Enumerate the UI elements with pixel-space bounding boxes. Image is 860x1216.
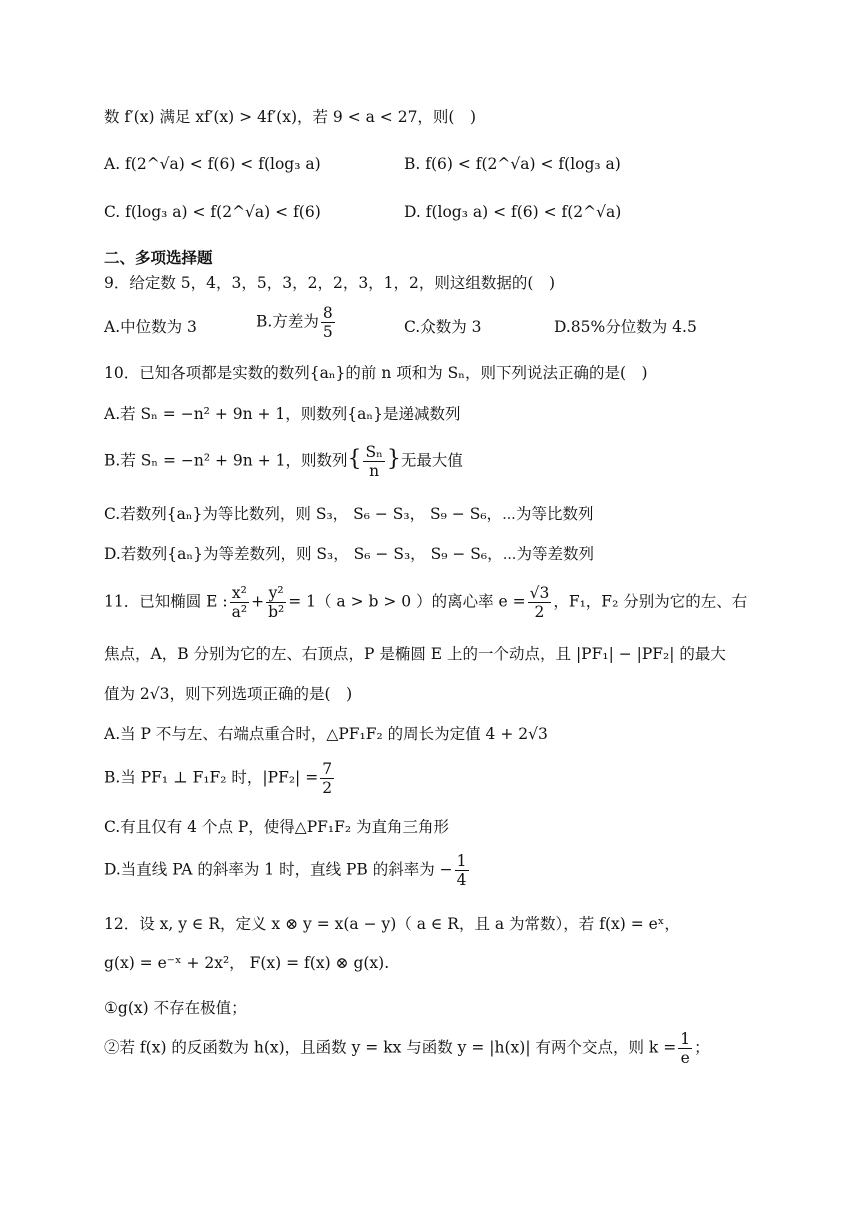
q8-option-a: A. f(2^√a) < f(6) < f(log₃ a) [104, 155, 321, 173]
fraction-denominator: 5 [322, 323, 333, 341]
q12-item-2 [104, 1030, 710, 1067]
fraction-denominator: 4 [456, 871, 467, 889]
fraction-denominator: a² [231, 603, 248, 621]
q11-option-b-fraction [320, 760, 334, 797]
q10-option-b: B.若 Sₙ = −n² + 9n + 1，则数列{ $\frac{\text{Sₙ}}{n}$ }无最大值 [104, 443, 463, 480]
fraction-numerator: x² [230, 584, 249, 603]
q9-stem: 9．给定数 5，4，3，5，3，2，2，3，1，2，则这组数据的( ) [104, 274, 556, 292]
q9-option-b-fraction [321, 304, 335, 341]
q11-stem-part-1: 11．已知椭圆 E : [104, 592, 228, 611]
q10-option-b-prefix: B.若 Sₙ = −n² + 9n + 1，则数列 [104, 451, 348, 470]
q11-option-b-prefix: B.当 PF₁ ⊥ F₁F₂ 时，|PF₂| = [104, 768, 319, 787]
q11-stem-line-2: 焦点，A，B 分别为它的左、右顶点，P 是椭圆 E 上的一个动点，且 |PF₁| − |PF₂| 的最大 [104, 645, 726, 663]
q9-option-b [256, 304, 337, 341]
q11-option-d-fraction [455, 852, 469, 889]
fraction-numerator: 8 [322, 304, 333, 322]
q12-item-2-suffix: ； [694, 1038, 710, 1057]
q10-option-d: D.若数列{aₙ}为等差数列，则 S₃， S₆ − S₃， S₉ − S₆，⋯为等差数列 [104, 545, 595, 563]
q12-stem-line-1: 12．设 x, y ∈ R，定义 x ⊗ y = x(a − y)（ a ∈ R，且 a 为常数），若 f(x) = eˣ， [104, 915, 680, 933]
fraction-numerator: 1 [456, 852, 467, 870]
fraction-numerator: y² [266, 584, 286, 603]
fraction-numerator: Sₙ [365, 443, 383, 461]
q8-stem-tail: 数 f′(x) 满足 xf′(x) > 4f′(x)，若 9 < a < 27，则( ) [104, 108, 477, 126]
q11-option-d-prefix: D.当直线 PA 的斜率为 1 时，直线 PB 的斜率为 − [104, 860, 453, 879]
y2-over-b2 [266, 584, 286, 621]
fraction-denominator: b² [268, 603, 285, 621]
q10-stem: 10．已知各项都是实数的数列{aₙ}的前 n 项和为 Sₙ，则下列说法正确的是( ) [104, 364, 648, 382]
q11-option-a: A.当 P 不与左、右端点重合时，△PF₁F₂ 的周长为定值 4 + 2√3 [104, 725, 548, 743]
q12-item-2-prefix: ②若 f(x) 的反函数为 h(x)，且函数 y = kx 与函数 y = |h(x)| 有两个交点，则 k = [104, 1038, 677, 1057]
fraction-denominator: e [680, 1049, 690, 1067]
q11-option-b [104, 760, 336, 797]
q9-option-a: A.中位数为 3 [104, 318, 197, 336]
q8-option-d: D. f(log₃ a) < f(6) < f(2^√a) [404, 203, 622, 221]
q12-stem-line-2: g(x) = e⁻ˣ + 2x²， F(x) = f(x) ⊗ g(x). [104, 954, 390, 972]
fraction-denominator: 2 [534, 603, 545, 621]
q9-option-c: C.众数为 3 [404, 318, 482, 336]
section-title: 二、多项选择题 [104, 249, 213, 267]
q10-option-a: A.若 Sₙ = −n² + 9n + 1，则数列{aₙ}是递减数列 [104, 405, 461, 423]
fraction-numerator: 7 [322, 760, 333, 778]
x2-over-a2 [230, 584, 249, 621]
q11-option-d [104, 852, 471, 889]
q11-stem-line-1: 11．已知椭圆 E : $\frac{\text{x²}}{\text{a²}}$ + $\frac{\text{y²}}{\text{b²}}$ = 1（ a > b > 0 ）的离心率 e = $\frac{√3}{2}$ ，F₁，F₂ 分别为它的左、右 [104, 584, 748, 621]
q9-option-b-prefix: B.方差为 [256, 312, 319, 331]
q9-option-d: D.85%分位数为 4.5 [554, 318, 697, 336]
q12-item-2-fraction [678, 1030, 692, 1067]
q11-stem-line-3: 值为 2√3，则下列选项正确的是( ) [104, 685, 353, 703]
fraction-denominator: 2 [322, 779, 333, 797]
fraction-denominator: n [369, 462, 380, 480]
q10-option-c: C.若数列{aₙ}为等比数列，则 S₃， S₆ − S₃， S₉ − S₆，⋯为等比数列 [104, 505, 594, 523]
fraction-numerator: 1 [680, 1030, 691, 1048]
eccentricity-fraction [528, 584, 552, 621]
q10-option-b-suffix: 无最大值 [400, 451, 463, 470]
fraction-numerator: √3 [529, 584, 550, 602]
q8-option-c: C. f(log₃ a) < f(2^√a) < f(6) [104, 203, 321, 221]
q12-item-1: ①g(x) 不存在极值； [104, 999, 247, 1017]
q10-option-b-fraction [363, 443, 384, 480]
q8-option-b: B. f(6) < f(2^√a) < f(log₃ a) [404, 155, 621, 173]
q11-option-c: C.有且仅有 4 个点 P，使得△PF₁F₂ 为直角三角形 [104, 818, 450, 836]
q11-stem-part-3: ，F₁，F₂ 分别为它的左、右 [553, 592, 748, 611]
q11-stem-part-2: = 1（ a > b > 0 ）的离心率 e = [288, 592, 526, 611]
